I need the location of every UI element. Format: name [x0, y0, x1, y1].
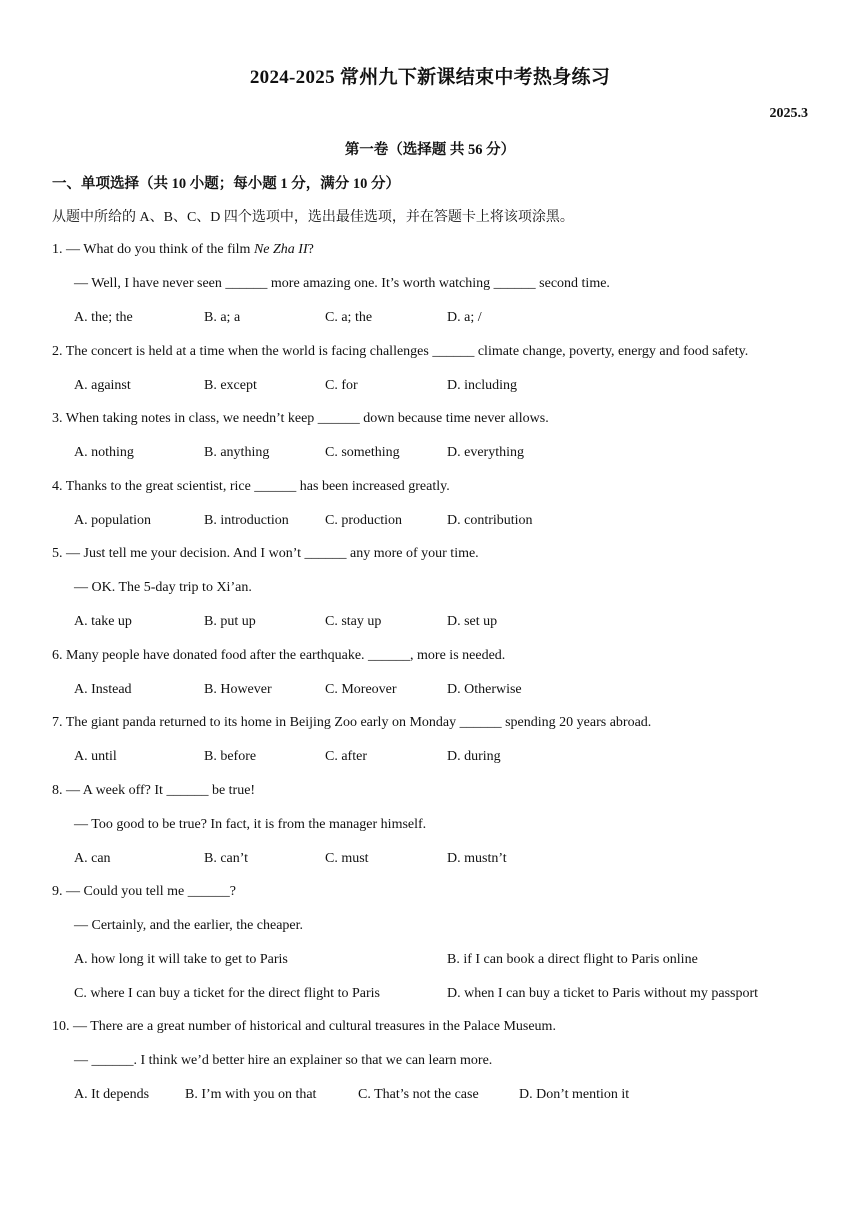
- question-10-option-d[interactable]: D. Don’t mention it: [519, 1087, 630, 1102]
- question-6-option-d[interactable]: D. Otherwise: [447, 682, 522, 697]
- exam-date: 2025.3: [769, 106, 808, 121]
- section-heading: 一、单项选择（共 10 小题；每小题 1 分，满分 10 分）: [52, 176, 400, 192]
- question-1-punct: ?: [307, 242, 314, 257]
- question-2-option-b[interactable]: B. except: [204, 378, 257, 393]
- question-8-option-d[interactable]: D. mustn’t: [447, 851, 507, 866]
- question-6-option-c[interactable]: C. Moreover: [325, 682, 397, 697]
- volume-heading: 第一卷（选择题 共 56 分）: [344, 142, 516, 158]
- question-7-option-a[interactable]: A. until: [74, 749, 117, 764]
- question-4-stem: 4. Thanks to the great scientist, rice ______ has been increased greatly.: [52, 479, 450, 494]
- question-9-option-d[interactable]: D. when I can buy a ticket to Paris without my passport: [447, 986, 759, 1001]
- question-2-option-d[interactable]: D. including: [447, 378, 517, 393]
- question-4-option-a[interactable]: A. population: [74, 513, 151, 528]
- question-3-option-c[interactable]: C. something: [325, 445, 400, 460]
- question-6-option-a[interactable]: A. Instead: [74, 682, 132, 697]
- question-8-option-b[interactable]: B. can’t: [204, 851, 249, 866]
- question-5-response: — OK. The 5-day trip to Xi’an.: [74, 580, 252, 595]
- question-2-stem: 2. The concert is held at a time when the world is facing challenges ______ climate change, poverty, energy and food safety.: [52, 344, 749, 359]
- film-title: Ne Zha II: [253, 242, 308, 257]
- question-1-option-b[interactable]: B. a; a: [204, 310, 241, 325]
- question-5-option-b[interactable]: B. put up: [204, 614, 256, 629]
- question-4-option-c[interactable]: C. production: [325, 513, 402, 528]
- question-4-option-d[interactable]: D. contribution: [447, 513, 533, 528]
- question-9-response: — Certainly, and the earlier, the cheaper.: [74, 918, 304, 933]
- question-1-stem: [52, 241, 314, 259]
- question-1-response: — Well, I have never seen ______ more amazing one. It’s worth watching ______ second time.: [74, 276, 610, 291]
- question-1-option-d[interactable]: D. a; /: [447, 310, 482, 325]
- question-1-option-a[interactable]: A. the; the: [74, 310, 133, 325]
- question-3-option-b[interactable]: B. anything: [204, 445, 270, 460]
- question-10-option-b[interactable]: B. I’m with you on that: [185, 1087, 317, 1102]
- question-6-stem: 6. Many people have donated food after the earthquake. ______, more is needed.: [52, 648, 506, 663]
- question-5-option-c[interactable]: C. stay up: [325, 614, 382, 629]
- question-7-option-c[interactable]: C. after: [325, 749, 367, 764]
- question-3-option-a[interactable]: A. nothing: [74, 445, 134, 460]
- question-5-option-d[interactable]: D. set up: [447, 614, 498, 629]
- question-1-text: 1. — What do you think of the film: [52, 242, 254, 257]
- question-9-option-b[interactable]: B. if I can book a direct flight to Paris online: [447, 952, 698, 967]
- question-5-stem: 5. — Just tell me your decision. And I won’t ______ any more of your time.: [52, 546, 479, 561]
- question-10-stem: 10. — There are a great number of historical and cultural treasures in the Palace Museum.: [52, 1019, 556, 1034]
- question-10-option-a[interactable]: A. It depends: [74, 1087, 150, 1102]
- question-8-option-c[interactable]: C. must: [325, 851, 369, 866]
- question-7-stem: 7. The giant panda returned to its home in Beijing Zoo early on Monday ______ spending 20 years abroad.: [52, 715, 652, 730]
- question-1-option-c[interactable]: C. a; the: [325, 310, 373, 325]
- question-7-option-b[interactable]: B. before: [204, 749, 257, 764]
- question-3-option-d[interactable]: D. everything: [447, 445, 524, 460]
- question-5-option-a[interactable]: A. take up: [74, 614, 132, 629]
- question-10-response: — ______. I think we’d better hire an explainer so that we can learn more.: [74, 1053, 493, 1068]
- question-8-response: — Too good to be true? In fact, it is from the manager himself.: [74, 817, 427, 832]
- question-9-stem: 9. — Could you tell me ______?: [52, 884, 236, 899]
- question-4-option-b[interactable]: B. introduction: [204, 513, 289, 528]
- page-title: 2024-2025 常州九下新课结束中考热身练习: [249, 67, 611, 88]
- question-8-stem: 8. — A week off? It ______ be true!: [52, 783, 256, 798]
- question-7-option-d[interactable]: D. during: [447, 749, 501, 764]
- question-10-option-c[interactable]: C. That’s not the case: [358, 1087, 479, 1102]
- question-8-option-a[interactable]: A. can: [74, 851, 111, 866]
- question-9-option-a[interactable]: A. how long it will take to get to Paris: [74, 952, 288, 967]
- question-3-stem: 3. When taking notes in class, we needn’t keep ______ down because time never allows.: [52, 411, 549, 426]
- question-6-option-b[interactable]: B. However: [204, 682, 272, 697]
- instruction-text: 从题中所给的 A、B、C、D 四个选项中，选出最佳选项，并在答题卡上将该项涂黑。: [52, 210, 574, 225]
- question-2-option-c[interactable]: C. for: [325, 378, 358, 393]
- question-2-option-a[interactable]: A. against: [74, 378, 131, 393]
- question-9-option-c[interactable]: C. where I can buy a ticket for the direct flight to Paris: [74, 986, 380, 1001]
